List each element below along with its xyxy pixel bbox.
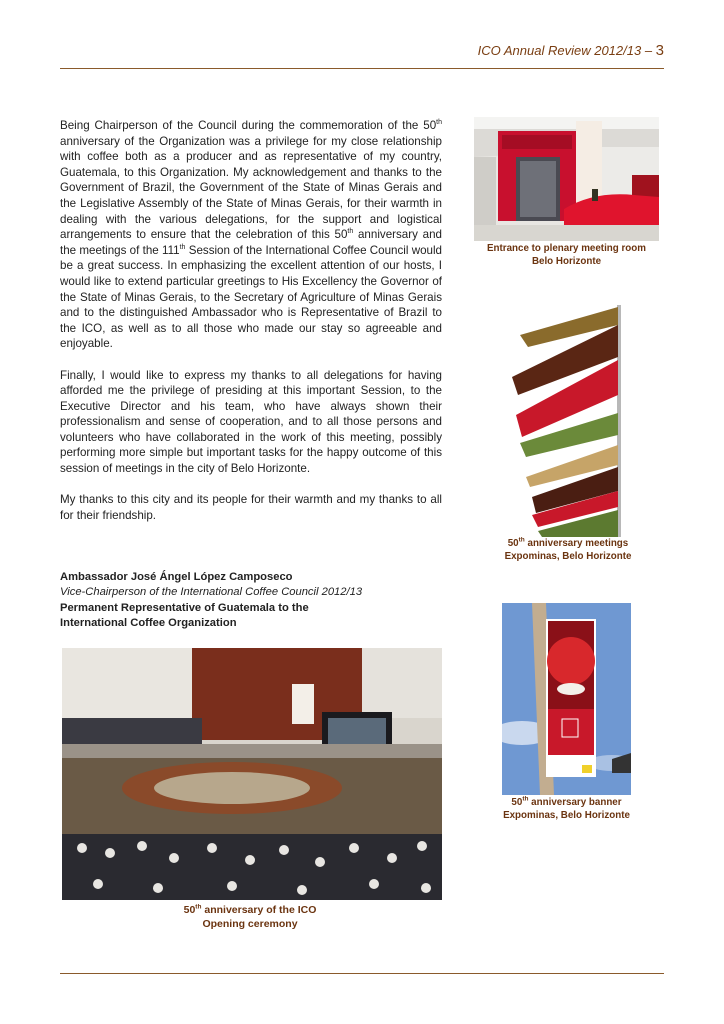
signatory-role: Vice-Chairperson of the International Coffee Council 2012/13 bbox=[60, 586, 363, 599]
header-rule bbox=[60, 68, 664, 69]
banner-photo bbox=[502, 603, 631, 795]
paragraph-1: Being Chairperson of the Council during the commemoration of the 50th anniversary of the Organization was a privilege for my close relationship with coffee both as a producer and as representative of my country, Guatemala, to this Organization. My acknowledgement and thanks to the Government of Brazil, the Government of the State of Minas Gerais and the Legislative Assembly of the State of Minas Gerais, for their warmth in dealing with the various delegations, for the support and logistical arrangements to ensure that the celebration of this 50th anniversary and the meetings of the 111th Session of the International Coffee Council would be a great success. In emphasizing the excellent attention of our hosts, I would like to extend particular greetings to His Excellency the Governor of the State of Minas Gerais, to the Secretary of Agriculture of Minas Gerais and to the distinguished Ambassador who is Representative of Brazil to the ICO, as well as to all those who made our stay so agreeable and enjoyable. bbox=[60, 119, 443, 351]
paragraph-2: Finally, I would like to express my thanks to all delegations for having afforded me the privilege of presiding at this important Session, to the Executive Director and his team, who have always shown their professionalism and sense of cooperation, and to all those persons and volunteers who have collaborated in the work of this meeting, possibly performing more simple but important tasks for the happy outcome of this session of meetings in the city of Belo Horizonte. bbox=[60, 368, 442, 476]
signatory-title-2: International Coffee Organization bbox=[60, 617, 237, 630]
opening-ceremony-photo bbox=[62, 648, 442, 900]
entrance-photo bbox=[474, 117, 659, 241]
article-body bbox=[60, 118, 442, 539]
flags-photo bbox=[508, 305, 628, 537]
opening-caption: 50th anniversary of the ICO Opening ceremony bbox=[183, 903, 317, 930]
footer-rule bbox=[60, 973, 664, 974]
running-header bbox=[60, 42, 664, 59]
signatory-name: Ambassador José Ángel López Camposeco bbox=[60, 571, 293, 583]
flags-caption: 50th anniversary meetings Expominas, Belo Horizonte bbox=[504, 536, 632, 562]
signatory-title-1: Permanent Representative of Guatemala to the bbox=[60, 601, 309, 614]
paragraph-3: My thanks to this city and its people for their warmth and my thanks to all for their friendship. bbox=[60, 493, 442, 522]
entrance-caption: Entrance to plenary meeting room Belo Horizonte bbox=[487, 243, 646, 267]
banner-caption: 50th anniversary banner Expominas, Belo Horizonte bbox=[503, 795, 630, 821]
signature-block bbox=[60, 570, 442, 632]
page-number: 3 bbox=[655, 42, 664, 59]
header-title: ICO Annual Review 2012/13 – bbox=[477, 43, 656, 58]
